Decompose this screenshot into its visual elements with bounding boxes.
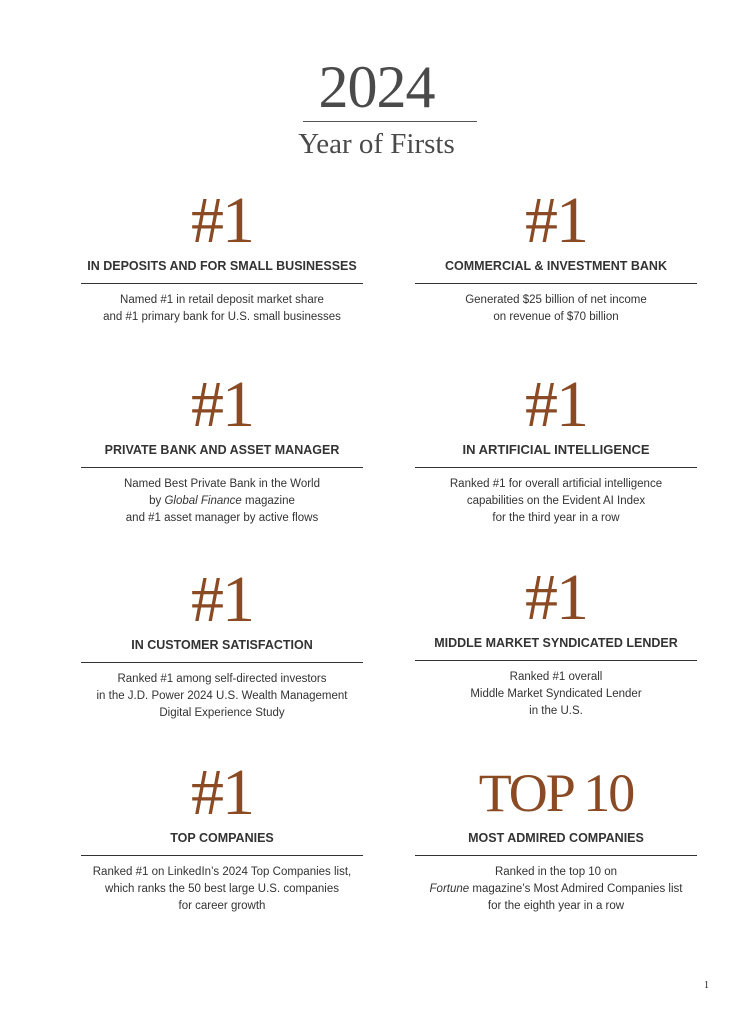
award-rank: #1 (191, 563, 253, 636)
award-description-line (415, 881, 697, 898)
award-description (415, 669, 697, 720)
award-description (415, 864, 697, 915)
award-label: IN DEPOSITS AND FOR SMALL BUSINESSES (87, 259, 357, 273)
award-label: IN CUSTOMER SATISFACTION (131, 638, 313, 652)
award-rank: #1 (525, 184, 587, 257)
page-subtitle: Year of Firsts (298, 128, 455, 160)
award-description-line: Ranked #1 on LinkedIn’s 2024 Top Companies list, (92, 866, 352, 878)
award-label: COMMERCIAL & INVESTMENT BANK (445, 259, 667, 273)
award-description (81, 476, 363, 527)
award-description-line (81, 493, 363, 510)
page-number: 1 (704, 980, 709, 991)
award-rank: #1 (525, 368, 587, 441)
award-card-most-admired (415, 758, 697, 915)
award-description-line: capabilities on the Evident AI Index (466, 495, 646, 507)
award-description-line: on revenue of $70 billion (493, 311, 619, 323)
award-label: TOP COMPANIES (170, 831, 274, 845)
title-divider (303, 121, 477, 122)
award-divider (415, 660, 697, 661)
award-divider (81, 662, 363, 663)
award-description (81, 292, 363, 326)
award-description-line: for the eighth year in a row (487, 900, 625, 912)
award-label: MIDDLE MARKET SYNDICATED LENDER (434, 636, 678, 650)
publication-name: Fortune (429, 883, 470, 895)
award-description (415, 292, 697, 326)
award-description-suffix: magazine (241, 495, 295, 507)
award-description-suffix: magazine’s Most Admired Companies list (469, 883, 683, 895)
award-description-line: Named #1 in retail deposit market share (120, 294, 324, 306)
award-description-line: Ranked in the top 10 on (494, 866, 618, 878)
award-card-customer-satisfaction (81, 565, 363, 722)
page-title-year: 2024 (318, 54, 435, 120)
award-description-line: Ranked #1 overall (509, 671, 603, 683)
award-description-line: for career growth (178, 900, 266, 912)
award-card-commercial-investment-bank (415, 186, 697, 326)
award-label: PRIVATE BANK AND ASSET MANAGER (104, 443, 340, 457)
award-rank: #1 (191, 756, 253, 829)
award-divider (81, 467, 363, 468)
award-card-middle-market-lender (415, 563, 697, 720)
award-description (81, 671, 363, 722)
award-description (81, 864, 363, 915)
award-divider (415, 467, 697, 468)
award-description (415, 476, 697, 527)
award-description-prefix: by (149, 495, 165, 507)
award-rank: #1 (191, 184, 253, 257)
award-card-top-companies (81, 758, 363, 915)
award-rank: #1 (191, 368, 253, 441)
award-card-artificial-intelligence (415, 370, 697, 527)
award-divider (415, 283, 697, 284)
award-card-private-bank (81, 370, 363, 527)
award-card-deposits (81, 186, 363, 326)
award-description-line: Ranked #1 for overall artificial intelligence (449, 478, 663, 490)
award-rank: #1 (525, 561, 587, 634)
award-description-line: Middle Market Syndicated Lender (470, 688, 642, 700)
publication-name: Global Finance (164, 495, 242, 507)
award-divider (415, 855, 697, 856)
award-description-line: in the U.S. (529, 705, 583, 717)
award-description-line: Ranked #1 among self-directed investors (117, 673, 327, 685)
award-label: MOST ADMIRED COMPANIES (468, 831, 644, 845)
award-description-line: and #1 asset manager by active flows (125, 512, 319, 524)
award-divider (81, 283, 363, 284)
award-description-line: and #1 primary bank for U.S. small businesses (103, 311, 341, 323)
award-label: IN ARTIFICIAL INTELLIGENCE (462, 442, 650, 457)
award-description-line: Generated $25 billion of net income (465, 294, 647, 306)
award-description-line: Named Best Private Bank in the World (123, 478, 321, 490)
award-description-line: in the J.D. Power 2024 U.S. Wealth Management (96, 690, 348, 702)
award-description-line: which ranks the 50 best large U.S. companies (105, 883, 339, 895)
award-divider (81, 855, 363, 856)
award-description-line: Digital Experience Study (159, 707, 285, 719)
award-rank: TOP 10 (478, 763, 634, 823)
award-description-line: for the third year in a row (492, 512, 620, 524)
